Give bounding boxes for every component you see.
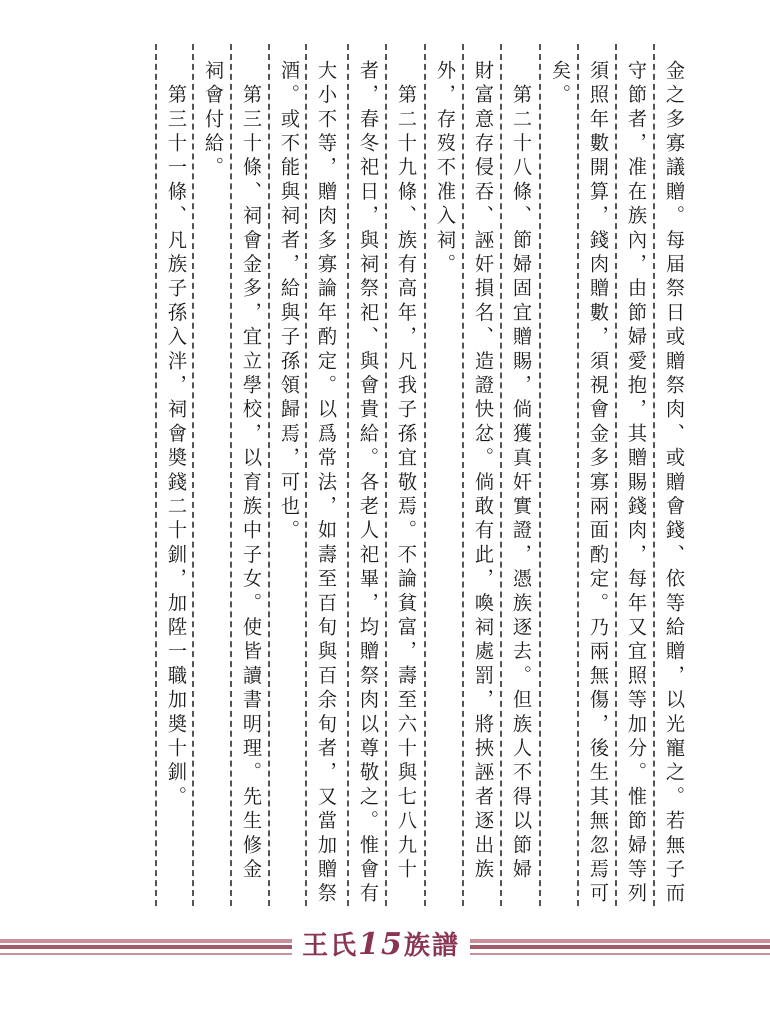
column-divider bbox=[577, 44, 579, 906]
text-column: 酒。或不能與祠者，給與子孫領歸焉，可也。 bbox=[278, 60, 301, 544]
column-divider bbox=[347, 44, 349, 906]
footer-band-right bbox=[470, 939, 770, 955]
text-column: 財富意存侵吞、誣奸損名、造證快忿。倘敢有此，喚祠處罰，將挾誣者逐出族 bbox=[472, 60, 495, 883]
footer-band-left bbox=[0, 939, 292, 955]
text-column: 矣。 bbox=[549, 60, 572, 109]
footer-title bbox=[300, 925, 462, 965]
column-divider bbox=[424, 44, 426, 906]
column-divider bbox=[539, 44, 541, 906]
text-column: 第三十一條、凡族子孫入泮，祠會奬錢二十釧，加陞一職加奬十釧。 bbox=[165, 60, 188, 811]
text-column: 守節者，准在族內，由節婦愛抱，其贈賜錢肉，每年又宜照等加分。惟節婦等列 bbox=[625, 60, 648, 907]
footer-title-suffix: 族譜 bbox=[403, 931, 460, 961]
footer-title-prefix: 王氏 bbox=[302, 931, 359, 961]
text-column: 須照年數開算，錢肉贈數，須視會金多寡兩面酌定。乃兩無傷，後生其無忽焉可 bbox=[587, 60, 610, 907]
page-number: 15 bbox=[358, 927, 404, 962]
column-divider bbox=[155, 44, 157, 906]
text-column: 第二十九條、族有高年，凡我子孫宜敬焉。不論貧富，壽至六十與七八九十 bbox=[395, 60, 418, 883]
text-column: 外，存歿不准入祠。 bbox=[434, 60, 457, 278]
text-column: 大小不等，贈肉多寡論年酌定。以爲常法，如壽至百旬與百余旬者，又當加贈祭 bbox=[315, 60, 338, 907]
text-column: 第二十八條、節婦固宜贈賜，倘獲真奸實證，憑族逐去。但族人不得以節婦 bbox=[510, 60, 533, 883]
text-column: 者，春冬祀日，與祠祭祀、與會貴給。各老人祀畢，均贈祭肉以尊敬之。惟會有 bbox=[357, 60, 380, 907]
text-column: 金之多寡議贈。每届祭日或贈祭肉、或贈會錢、依等給贈，以光寵之。若無子而 bbox=[663, 60, 686, 907]
page-footer bbox=[0, 925, 770, 965]
text-column: 祠會付給。 bbox=[202, 60, 225, 181]
text-column: 第三十條、祠會金多，宜立學校，以育族中子女。使皆讀書明理。先生修金 bbox=[240, 60, 263, 883]
